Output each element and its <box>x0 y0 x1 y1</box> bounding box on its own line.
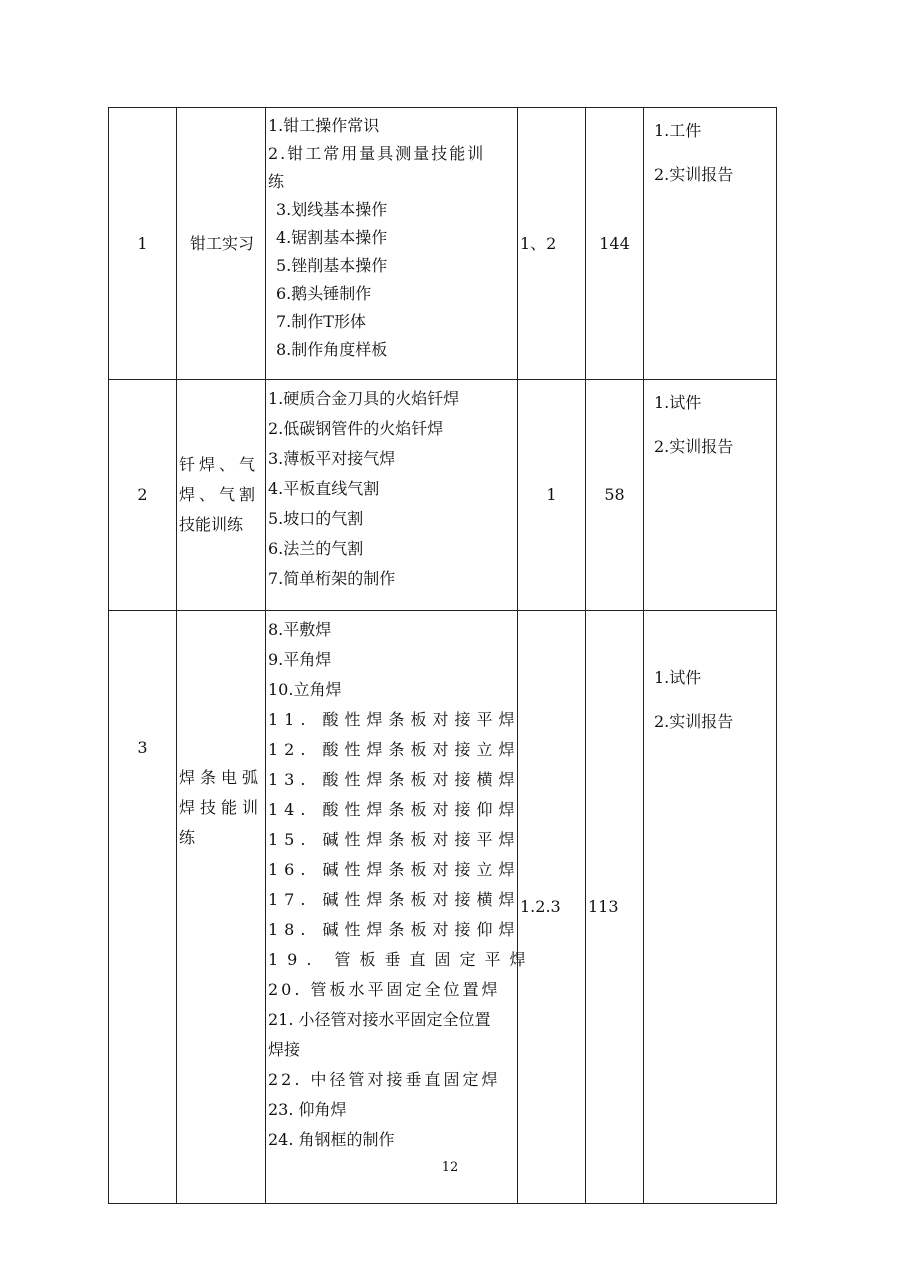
output-item: 2.实训报告 <box>654 165 734 184</box>
list-item: 13. 酸性焊条板对接横焊 <box>268 770 521 789</box>
list-item: 2.钳工常用量具测量技能训 <box>268 144 486 163</box>
list-item: 2.低碳钢管件的火焰钎焊 <box>268 419 444 438</box>
list-item: 24. 角钢框的制作 <box>268 1130 395 1149</box>
list-item: 12. 酸性焊条板对接立焊 <box>268 740 521 759</box>
list-item: 6.法兰的气割 <box>268 539 364 558</box>
table-row <box>109 380 777 611</box>
table-row <box>109 611 777 1204</box>
output-item: 2.实训报告 <box>654 437 734 456</box>
list-item: 20. 管板水平固定全位置焊 <box>268 980 501 999</box>
list-item: 10.立角焊 <box>268 680 342 699</box>
class-hours: 113 <box>586 611 644 1204</box>
page-number: 12 <box>441 1160 459 1175</box>
list-item: 4.锯割基本操作 <box>276 228 388 247</box>
project-name: 焊条电弧 焊技能训 练 <box>177 611 266 1204</box>
outputs <box>644 108 777 380</box>
output-item: 1.试件 <box>654 393 702 412</box>
list-item: 21. 小径管对接水平固定全位置 <box>268 1010 491 1029</box>
list-item: 22. 中径管对接垂直固定焊 <box>268 1070 501 1089</box>
list-item: 1.钳工操作常识 <box>268 116 380 135</box>
list-item: 16. 碱性焊条板对接立焊 <box>268 860 521 879</box>
list-item: 3.划线基本操作 <box>276 200 388 219</box>
list-item: 18. 碱性焊条板对接仰焊 <box>268 920 521 939</box>
list-item: 5.锉削基本操作 <box>276 256 388 275</box>
project-name: 钎焊、气 焊、气割 技能训练 <box>177 380 266 611</box>
list-item: 1.硬质合金刀具的火焰钎焊 <box>268 389 460 408</box>
row-number: 3 <box>109 611 177 1204</box>
list-item: 11. 酸性焊条板对接平焊 <box>268 710 521 729</box>
item-code: 1 <box>518 380 586 611</box>
list-item: 23. 仰角焊 <box>268 1100 347 1119</box>
output-item: 1.工件 <box>654 121 702 140</box>
project-name: 钳工实习 <box>177 108 266 380</box>
list-item: 7.简单桁架的制作 <box>268 569 396 588</box>
list-item: 3.薄板平对接气焊 <box>268 449 396 468</box>
list-item: 17. 碱性焊条板对接横焊 <box>268 890 521 909</box>
output-item: 2.实训报告 <box>654 712 734 731</box>
list-item: 6.鹅头锤制作 <box>276 284 372 303</box>
list-item: 19. 管板垂直固定平焊 <box>268 950 535 969</box>
list-item: 4.平板直线气割 <box>268 479 380 498</box>
list-item: 7.制作T形体 <box>276 312 366 331</box>
list-item: 15. 碱性焊条板对接平焊 <box>268 830 521 849</box>
list-item: 焊接 <box>268 1040 301 1059</box>
outputs <box>644 611 777 1204</box>
item-code: 1、2 <box>518 108 586 380</box>
list-item: 14. 酸性焊条板对接仰焊 <box>268 800 521 819</box>
table-row <box>109 108 777 380</box>
list-item: 练 <box>268 172 285 191</box>
list-item: 8.制作角度样板 <box>276 340 388 359</box>
list-item: 5.坡口的气割 <box>268 509 364 528</box>
item-code: 1.2.3 <box>518 611 586 1204</box>
list-item: 9.平角焊 <box>268 650 332 669</box>
list-item: 8.平敷焊 <box>268 620 332 639</box>
training-plan-table <box>108 107 777 1204</box>
class-hours: 144 <box>586 108 644 380</box>
outputs <box>644 380 777 611</box>
row-number: 1 <box>109 108 177 380</box>
output-item: 1.试件 <box>654 668 702 687</box>
training-items <box>266 380 518 611</box>
class-hours: 58 <box>586 380 644 611</box>
training-items <box>266 611 535 1204</box>
training-items <box>266 108 518 380</box>
row-number: 2 <box>109 380 177 611</box>
